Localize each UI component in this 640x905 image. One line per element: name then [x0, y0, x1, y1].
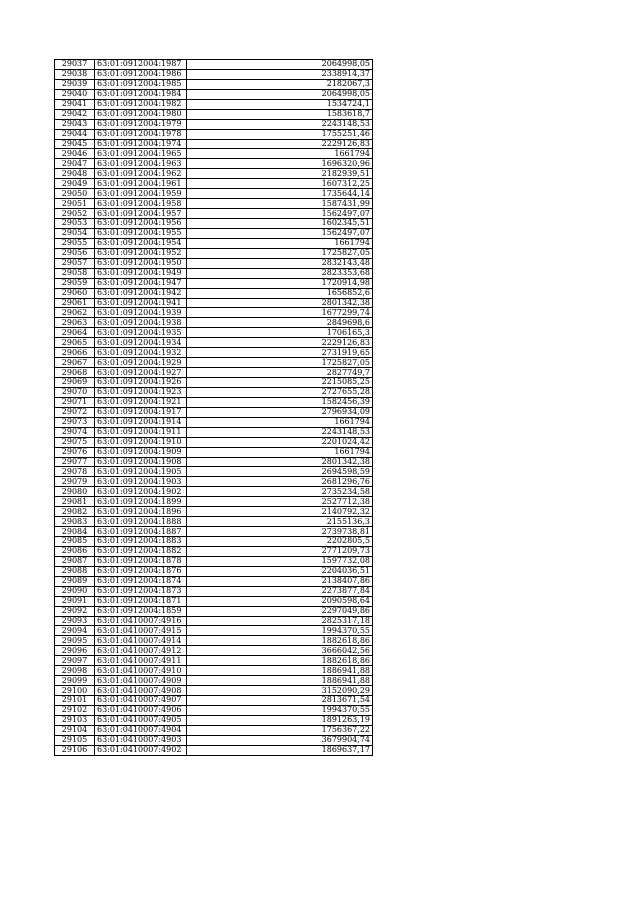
- cadastral-number-cell: 63:01:0912004:1950: [95, 258, 187, 268]
- cadastral-value-cell: 1562497,07: [187, 228, 373, 238]
- table-row: [55, 397, 373, 407]
- cadastral-number-cell: 63:01:0912004:1911: [95, 427, 187, 437]
- cadastral-value-cell: 2727655,28: [187, 387, 373, 397]
- row-number-cell: 29105: [55, 735, 95, 745]
- row-number-cell: 29045: [55, 139, 95, 149]
- table-row: [55, 467, 373, 477]
- row-number-cell: 29039: [55, 79, 95, 89]
- row-number-cell: 29062: [55, 308, 95, 318]
- row-number-cell: 29097: [55, 656, 95, 666]
- table-row: [55, 715, 373, 725]
- row-number-cell: 29058: [55, 268, 95, 278]
- row-number-cell: 29060: [55, 288, 95, 298]
- table-row: [55, 169, 373, 179]
- cadastral-number-cell: 63:01:0912004:1926: [95, 378, 187, 388]
- table-row: [55, 308, 373, 318]
- table-row: [55, 378, 373, 388]
- cadastral-value-cell: 1562497,07: [187, 209, 373, 219]
- row-number-cell: 29037: [55, 60, 95, 70]
- cadastral-number-cell: 63:01:0410007:4912: [95, 646, 187, 656]
- row-number-cell: 29079: [55, 477, 95, 487]
- cadastral-value-cell: 2202805,5: [187, 537, 373, 547]
- cadastral-value-cell: 2273877,84: [187, 586, 373, 596]
- row-number-cell: 29101: [55, 696, 95, 706]
- cadastral-value-cell: 2527712,38: [187, 497, 373, 507]
- row-number-cell: 29046: [55, 149, 95, 159]
- table-row: [55, 119, 373, 129]
- cadastral-number-cell: 63:01:0912004:1876: [95, 566, 187, 576]
- table-row: [55, 79, 373, 89]
- cadastral-number-cell: 63:01:0912004:1987: [95, 60, 187, 70]
- cadastral-value-cell: 2735234,58: [187, 487, 373, 497]
- cadastral-number-cell: 63:01:0912004:1959: [95, 189, 187, 199]
- cadastral-number-cell: 63:01:0410007:4914: [95, 636, 187, 646]
- table-row: [55, 228, 373, 238]
- cadastral-value-cell: 2215085,25: [187, 378, 373, 388]
- cadastral-number-cell: 63:01:0410007:4904: [95, 725, 187, 735]
- cadastral-value-cell: 2849698,6: [187, 318, 373, 328]
- cadastral-number-cell: 63:01:0912004:1962: [95, 169, 187, 179]
- cadastral-number-cell: 63:01:0912004:1874: [95, 576, 187, 586]
- cadastral-number-cell: 63:01:0912004:1903: [95, 477, 187, 487]
- cadastral-number-cell: 63:01:0912004:1910: [95, 437, 187, 447]
- row-number-cell: 29059: [55, 278, 95, 288]
- table-row: [55, 586, 373, 596]
- cadastral-number-cell: 63:01:0912004:1984: [95, 89, 187, 99]
- cadastral-value-cell: 1587431,99: [187, 199, 373, 209]
- row-number-cell: 29092: [55, 606, 95, 616]
- cadastral-value-cell: 3152090,29: [187, 686, 373, 696]
- table-row: [55, 546, 373, 556]
- table-row: [55, 626, 373, 636]
- cadastral-number-cell: 63:01:0912004:1947: [95, 278, 187, 288]
- cadastral-value-cell: 1755251,46: [187, 129, 373, 139]
- table-row: [55, 437, 373, 447]
- cadastral-number-cell: 63:01:0912004:1902: [95, 487, 187, 497]
- row-number-cell: 29052: [55, 209, 95, 219]
- row-number-cell: 29096: [55, 646, 95, 656]
- cadastral-number-cell: 63:01:0912004:1934: [95, 338, 187, 348]
- cadastral-value-cell: 1534724,1: [187, 99, 373, 109]
- cadastral-number-cell: 63:01:0912004:1908: [95, 457, 187, 467]
- cadastral-value-cell: 1661794: [187, 447, 373, 457]
- row-number-cell: 29038: [55, 69, 95, 79]
- cadastral-number-cell: 63:01:0912004:1914: [95, 417, 187, 427]
- cadastral-number-cell: 63:01:0912004:1978: [95, 129, 187, 139]
- cadastral-value-cell: 2801342,38: [187, 298, 373, 308]
- table-row: [55, 636, 373, 646]
- cadastral-number-cell: 63:01:0912004:1859: [95, 606, 187, 616]
- row-number-cell: 29047: [55, 159, 95, 169]
- cadastral-number-cell: 63:01:0410007:4905: [95, 715, 187, 725]
- table-row: [55, 368, 373, 378]
- table-row: [55, 60, 373, 70]
- table-row: [55, 497, 373, 507]
- cadastral-value-cell: 1994370,55: [187, 705, 373, 715]
- cadastral-value-cell: 1994370,55: [187, 626, 373, 636]
- cadastral-number-cell: 63:01:0912004:1952: [95, 248, 187, 258]
- row-number-cell: 29040: [55, 89, 95, 99]
- table-row: [55, 358, 373, 368]
- table-row: [55, 238, 373, 248]
- cadastral-value-cell: 1720914,98: [187, 278, 373, 288]
- cadastral-value-cell: 2182939,51: [187, 169, 373, 179]
- cadastral-value-cell: 2801342,38: [187, 457, 373, 467]
- cadastral-number-cell: 63:01:0912004:1956: [95, 219, 187, 229]
- row-number-cell: 29070: [55, 387, 95, 397]
- cadastral-number-cell: 63:01:0410007:4903: [95, 735, 187, 745]
- table-row: [55, 705, 373, 715]
- cadastral-number-cell: 63:01:0912004:1882: [95, 546, 187, 556]
- table-row: [55, 298, 373, 308]
- cadastral-number-cell: 63:01:0912004:1932: [95, 348, 187, 358]
- table-row: [55, 556, 373, 566]
- cadastral-value-cell: 2771209,73: [187, 546, 373, 556]
- cadastral-number-cell: 63:01:0410007:4916: [95, 616, 187, 626]
- table-row: [55, 338, 373, 348]
- table-row: [55, 417, 373, 427]
- cadastral-number-cell: 63:01:0410007:4908: [95, 686, 187, 696]
- cadastral-number-cell: 63:01:0912004:1896: [95, 507, 187, 517]
- cadastral-value-cell: 1725827,05: [187, 248, 373, 258]
- cadastral-number-cell: 63:01:0410007:4911: [95, 656, 187, 666]
- table-row: [55, 159, 373, 169]
- row-number-cell: 29094: [55, 626, 95, 636]
- cadastral-number-cell: 63:01:0912004:1935: [95, 328, 187, 338]
- cadastral-value-cell: 2694598,59: [187, 467, 373, 477]
- table-row: [55, 219, 373, 229]
- cadastral-number-cell: 63:01:0912004:1923: [95, 387, 187, 397]
- row-number-cell: 29064: [55, 328, 95, 338]
- cadastral-value-cell: 2064998,05: [187, 60, 373, 70]
- row-number-cell: 29071: [55, 397, 95, 407]
- cadastral-value-cell: 1597732,08: [187, 556, 373, 566]
- cadastral-number-cell: 63:01:0912004:1939: [95, 308, 187, 318]
- table-row: [55, 278, 373, 288]
- cadastral-value-cell: 2243148,53: [187, 119, 373, 129]
- cadastral-value-cell: 1756367,22: [187, 725, 373, 735]
- cadastral-value-cell: 2140792,32: [187, 507, 373, 517]
- cadastral-value-cell: 1882618,86: [187, 636, 373, 646]
- table-row: [55, 566, 373, 576]
- cadastral-value-cell: 1661794: [187, 238, 373, 248]
- cadastral-number-cell: 63:01:0912004:1963: [95, 159, 187, 169]
- cadastral-value-cell: 1869637,17: [187, 745, 373, 755]
- cadastral-number-cell: 63:01:0912004:1974: [95, 139, 187, 149]
- table-row: [55, 69, 373, 79]
- cadastral-value-cell: 2201024,42: [187, 437, 373, 447]
- table-row: [55, 258, 373, 268]
- cadastral-number-cell: 63:01:0912004:1961: [95, 179, 187, 189]
- row-number-cell: 29106: [55, 745, 95, 755]
- cadastral-value-cell: 2338914,37: [187, 69, 373, 79]
- table-row: [55, 616, 373, 626]
- cadastral-value-cell: 1725827,05: [187, 358, 373, 368]
- cadastral-value-cell: 1656852,6: [187, 288, 373, 298]
- table-row: [55, 487, 373, 497]
- table-row: [55, 477, 373, 487]
- row-number-cell: 29042: [55, 109, 95, 119]
- table-row: [55, 179, 373, 189]
- cadastral-number-cell: 63:01:0912004:1980: [95, 109, 187, 119]
- cadastral-value-cell: 2813671,54: [187, 696, 373, 706]
- cadastral-number-cell: 63:01:0912004:1979: [95, 119, 187, 129]
- cadastral-value-cell: 1891263,19: [187, 715, 373, 725]
- cadastral-value-cell: 2155136,3: [187, 517, 373, 527]
- cadastral-number-cell: 63:01:0912004:1958: [95, 199, 187, 209]
- row-number-cell: 29056: [55, 248, 95, 258]
- cadastral-value-cell: 1677299,74: [187, 308, 373, 318]
- row-number-cell: 29067: [55, 358, 95, 368]
- cadastral-value-cell: 2243148,53: [187, 427, 373, 437]
- cadastral-value-cell: 2090598,64: [187, 596, 373, 606]
- table-row: [55, 676, 373, 686]
- cadastral-value-cell: 1882618,86: [187, 656, 373, 666]
- table-row: [55, 248, 373, 258]
- cadastral-value-cell: 2827749,7: [187, 368, 373, 378]
- cadastral-value-cell: 2138407,86: [187, 576, 373, 586]
- cadastral-value-cell: 1735644,14: [187, 189, 373, 199]
- cadastral-number-cell: 63:01:0410007:4907: [95, 696, 187, 706]
- cadastral-value-cell: 2182067,3: [187, 79, 373, 89]
- table-row: [55, 99, 373, 109]
- cadastral-number-cell: 63:01:0912004:1883: [95, 537, 187, 547]
- cadastral-value-cell: 2825317,18: [187, 616, 373, 626]
- row-number-cell: 29102: [55, 705, 95, 715]
- row-number-cell: 29082: [55, 507, 95, 517]
- table-row: [55, 89, 373, 99]
- row-number-cell: 29051: [55, 199, 95, 209]
- cadastral-value-cell: 2229126,83: [187, 338, 373, 348]
- row-number-cell: 29086: [55, 546, 95, 556]
- table-body: [55, 60, 373, 756]
- row-number-cell: 29074: [55, 427, 95, 437]
- table-row: [55, 328, 373, 338]
- row-number-cell: 29065: [55, 338, 95, 348]
- table-row: [55, 725, 373, 735]
- table-row: [55, 387, 373, 397]
- cadastral-number-cell: 63:01:0912004:1942: [95, 288, 187, 298]
- cadastral-value-cell: 2204036,51: [187, 566, 373, 576]
- table-row: [55, 407, 373, 417]
- cadastral-value-cell: 2796934,09: [187, 407, 373, 417]
- cadastral-value-cell: 2681296,76: [187, 477, 373, 487]
- cadastral-value-cell: 1583618,7: [187, 109, 373, 119]
- table-row: [55, 735, 373, 745]
- cadastral-value-cell: 1661794: [187, 149, 373, 159]
- row-number-cell: 29057: [55, 258, 95, 268]
- cadastral-value-cell: 1661794: [187, 417, 373, 427]
- row-number-cell: 29099: [55, 676, 95, 686]
- table-row: [55, 318, 373, 328]
- cadastral-value-cell: 2229126,83: [187, 139, 373, 149]
- table-row: [55, 427, 373, 437]
- row-number-cell: 29085: [55, 537, 95, 547]
- cadastral-number-cell: 63:01:0410007:4910: [95, 666, 187, 676]
- table-row: [55, 596, 373, 606]
- row-number-cell: 29087: [55, 556, 95, 566]
- cadastral-value-cell: 1582456,39: [187, 397, 373, 407]
- row-number-cell: 29077: [55, 457, 95, 467]
- table-row: [55, 517, 373, 527]
- row-number-cell: 29080: [55, 487, 95, 497]
- table-row: [55, 507, 373, 517]
- cadastral-number-cell: 63:01:0912004:1938: [95, 318, 187, 328]
- cadastral-number-cell: 63:01:0410007:4915: [95, 626, 187, 636]
- row-number-cell: 29100: [55, 686, 95, 696]
- row-number-cell: 29075: [55, 437, 95, 447]
- row-number-cell: 29066: [55, 348, 95, 358]
- row-number-cell: 29055: [55, 238, 95, 248]
- cadastral-number-cell: 63:01:0912004:1954: [95, 238, 187, 248]
- row-number-cell: 29098: [55, 666, 95, 676]
- table-row: [55, 457, 373, 467]
- cadastral-value-cell: 2064998,05: [187, 89, 373, 99]
- table-row: [55, 447, 373, 457]
- row-number-cell: 29088: [55, 566, 95, 576]
- table-row: [55, 646, 373, 656]
- cadastral-number-cell: 63:01:0410007:4906: [95, 705, 187, 715]
- cadastral-value-cell: 1607312,25: [187, 179, 373, 189]
- row-number-cell: 29091: [55, 596, 95, 606]
- table-row: [55, 527, 373, 537]
- cadastral-value-cell: 1706165,3: [187, 328, 373, 338]
- row-number-cell: 29050: [55, 189, 95, 199]
- row-number-cell: 29095: [55, 636, 95, 646]
- row-number-cell: 29069: [55, 378, 95, 388]
- table-row: [55, 199, 373, 209]
- cadastral-number-cell: 63:01:0912004:1909: [95, 447, 187, 457]
- cadastral-number-cell: 63:01:0912004:1986: [95, 69, 187, 79]
- row-number-cell: 29048: [55, 169, 95, 179]
- row-number-cell: 29090: [55, 586, 95, 596]
- row-number-cell: 29054: [55, 228, 95, 238]
- cadastral-number-cell: 63:01:0410007:4909: [95, 676, 187, 686]
- table-row: [55, 696, 373, 706]
- cadastral-value-cell: 1886941,88: [187, 676, 373, 686]
- cadastral-value-cell: 3666042,56: [187, 646, 373, 656]
- row-number-cell: 29049: [55, 179, 95, 189]
- table-row: [55, 189, 373, 199]
- cadastral-value-cell: 3679904,74: [187, 735, 373, 745]
- cadastral-number-cell: 63:01:0912004:1965: [95, 149, 187, 159]
- row-number-cell: 29053: [55, 219, 95, 229]
- row-number-cell: 29093: [55, 616, 95, 626]
- row-number-cell: 29044: [55, 129, 95, 139]
- row-number-cell: 29081: [55, 497, 95, 507]
- cadastral-value-cell: 1602345,51: [187, 219, 373, 229]
- cadastral-number-cell: 63:01:0912004:1888: [95, 517, 187, 527]
- cadastral-value-table: [54, 59, 373, 756]
- cadastral-number-cell: 63:01:0912004:1871: [95, 596, 187, 606]
- cadastral-number-cell: 63:01:0912004:1941: [95, 298, 187, 308]
- row-number-cell: 29089: [55, 576, 95, 586]
- cadastral-number-cell: 63:01:0912004:1927: [95, 368, 187, 378]
- cadastral-number-cell: 63:01:0912004:1899: [95, 497, 187, 507]
- cadastral-number-cell: 63:01:0912004:1985: [95, 79, 187, 89]
- cadastral-number-cell: 63:01:0912004:1887: [95, 527, 187, 537]
- cadastral-value-cell: 2731919,65: [187, 348, 373, 358]
- cadastral-number-cell: 63:01:0912004:1982: [95, 99, 187, 109]
- table-row: [55, 139, 373, 149]
- table-row: [55, 686, 373, 696]
- row-number-cell: 29083: [55, 517, 95, 527]
- row-number-cell: 29084: [55, 527, 95, 537]
- row-number-cell: 29072: [55, 407, 95, 417]
- table-row: [55, 745, 373, 755]
- table-row: [55, 576, 373, 586]
- table-row: [55, 209, 373, 219]
- table-row: [55, 656, 373, 666]
- cadastral-number-cell: 63:01:0912004:1955: [95, 228, 187, 238]
- table-row: [55, 537, 373, 547]
- table-row: [55, 149, 373, 159]
- row-number-cell: 29073: [55, 417, 95, 427]
- table-row: [55, 288, 373, 298]
- cadastral-value-cell: 2832143,48: [187, 258, 373, 268]
- row-number-cell: 29068: [55, 368, 95, 378]
- cadastral-value-cell: 2739738,81: [187, 527, 373, 537]
- row-number-cell: 29104: [55, 725, 95, 735]
- cadastral-value-cell: 1696320,96: [187, 159, 373, 169]
- row-number-cell: 29061: [55, 298, 95, 308]
- cadastral-value-cell: 2297049,86: [187, 606, 373, 616]
- table-row: [55, 268, 373, 278]
- table-row: [55, 606, 373, 616]
- cadastral-number-cell: 63:01:0410007:4902: [95, 745, 187, 755]
- cadastral-number-cell: 63:01:0912004:1949: [95, 268, 187, 278]
- table-row: [55, 109, 373, 119]
- cadastral-number-cell: 63:01:0912004:1917: [95, 407, 187, 417]
- table-row: [55, 129, 373, 139]
- cadastral-value-cell: 1886941,88: [187, 666, 373, 676]
- table-row: [55, 666, 373, 676]
- row-number-cell: 29063: [55, 318, 95, 328]
- table-row: [55, 348, 373, 358]
- cadastral-number-cell: 63:01:0912004:1873: [95, 586, 187, 596]
- cadastral-number-cell: 63:01:0912004:1929: [95, 358, 187, 368]
- cadastral-number-cell: 63:01:0912004:1878: [95, 556, 187, 566]
- cadastral-number-cell: 63:01:0912004:1921: [95, 397, 187, 407]
- cadastral-number-cell: 63:01:0912004:1905: [95, 467, 187, 477]
- row-number-cell: 29041: [55, 99, 95, 109]
- row-number-cell: 29076: [55, 447, 95, 457]
- row-number-cell: 29078: [55, 467, 95, 477]
- row-number-cell: 29043: [55, 119, 95, 129]
- cadastral-value-cell: 2823353,68: [187, 268, 373, 278]
- row-number-cell: 29103: [55, 715, 95, 725]
- cadastral-number-cell: 63:01:0912004:1957: [95, 209, 187, 219]
